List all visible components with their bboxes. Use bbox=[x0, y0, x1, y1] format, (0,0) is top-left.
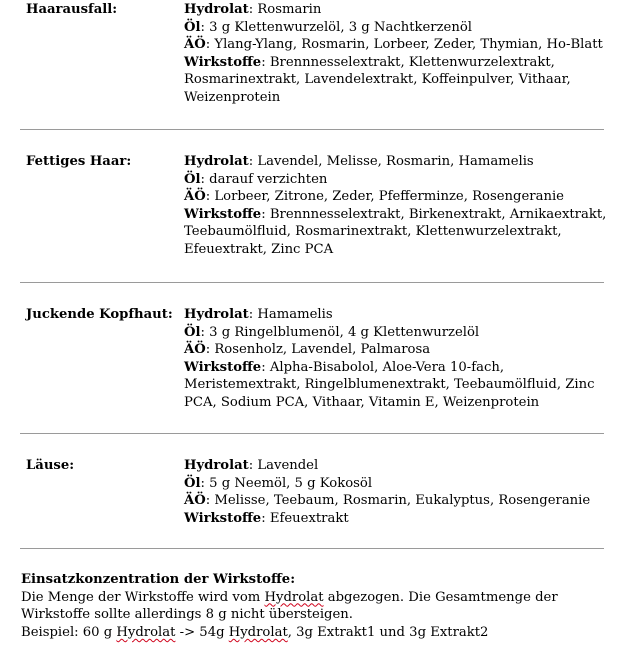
line-key: ÄÖ bbox=[184, 493, 206, 509]
line-key: Hydrolat bbox=[184, 458, 249, 473]
line-text: : Efeuextrakt bbox=[261, 510, 349, 526]
content-line bbox=[184, 89, 614, 107]
line-key: Öl bbox=[184, 475, 201, 491]
content-line bbox=[184, 457, 614, 475]
line-key: ÄÖ bbox=[184, 342, 206, 358]
line-text: : Alpha-Bisabolol, Aloe-Vera 10-fach, bbox=[261, 359, 505, 375]
line-text: Weizenprotein bbox=[184, 89, 281, 105]
line-key: Wirkstoffe bbox=[184, 359, 262, 375]
section-label: Haarausfall: bbox=[26, 2, 118, 17]
line-key: Öl bbox=[184, 324, 201, 340]
content-line bbox=[184, 153, 614, 171]
content-line bbox=[184, 1, 614, 19]
note-line: Wirkstoffe sollte allerdings 8 g nicht übersteigen. bbox=[21, 607, 353, 623]
line-text: PCA, Sodium PCA, Vithaar, Vitamin E, Weizenprotein bbox=[184, 394, 540, 410]
line-text: : Brennnesselextrakt, Klettenwurzelextrakt, bbox=[261, 54, 555, 70]
content-line bbox=[184, 36, 614, 54]
content-line bbox=[184, 206, 614, 224]
note-line bbox=[21, 589, 621, 607]
line-key: Wirkstoffe bbox=[184, 54, 262, 70]
content-line bbox=[184, 324, 614, 342]
line-text: Rosmarinextrakt, Lavendelextrakt, Koffeinpulver, Vithaar, bbox=[184, 72, 571, 88]
content-line bbox=[184, 492, 614, 510]
note-title: Einsatzkonzentration der Wirkstoffe: bbox=[21, 572, 296, 587]
line-key: Hydrolat bbox=[184, 2, 249, 17]
note-text: , 3g Extrakt1 und 3g Extrakt2 bbox=[287, 624, 489, 640]
section-content bbox=[184, 457, 614, 527]
line-text: : Lavendel bbox=[248, 458, 319, 473]
line-text: : Melisse, Teebaum, Rosmarin, Eukalyptus, Rosengeranie bbox=[205, 493, 591, 509]
note-text: -> 54g bbox=[175, 624, 229, 640]
line-text: : Rosmarin bbox=[248, 2, 322, 17]
line-text: Teebaumölfluid, Rosmarinextrakt, Klettenwurzelextrakt, bbox=[184, 224, 562, 240]
line-text: : darauf verzichten bbox=[200, 171, 328, 187]
content-line bbox=[184, 171, 614, 189]
concentration-note bbox=[21, 571, 621, 641]
line-text: : 3 g Ringelblumenöl, 4 g Klettenwurzelöl bbox=[200, 324, 480, 340]
content-line bbox=[184, 341, 614, 359]
section-content bbox=[184, 153, 614, 259]
section-label: Juckende Kopfhaut: bbox=[26, 307, 173, 322]
spellcheck-word: Hydrolat bbox=[264, 589, 324, 605]
line-text: : 5 g Neemöl, 5 g Kokosöl bbox=[200, 475, 373, 491]
section-divider bbox=[20, 433, 604, 434]
content-line bbox=[184, 223, 614, 241]
line-key: ÄÖ bbox=[184, 37, 206, 53]
note-text: Beispiel: 60 g bbox=[21, 624, 117, 640]
content-line bbox=[184, 359, 614, 377]
content-line bbox=[184, 19, 614, 37]
line-key: Öl bbox=[184, 19, 201, 35]
line-text: : Lavendel, Melisse, Rosmarin, Hamamelis bbox=[248, 154, 534, 169]
note-text: abgezogen. Die Gesamtmenge der bbox=[323, 589, 558, 605]
section-divider bbox=[20, 129, 604, 130]
line-key: Wirkstoffe bbox=[184, 510, 262, 526]
content-line bbox=[184, 475, 614, 493]
line-text: Meristemextrakt, Ringelblumenextrakt, Teebaumölfluid, Zinc bbox=[184, 377, 595, 393]
line-text: Efeuextrakt, Zinc PCA bbox=[184, 241, 334, 257]
line-text: : Ylang-Ylang, Rosmarin, Lorbeer, Zeder, Thymian, Ho-Blatt bbox=[205, 37, 603, 53]
content-line bbox=[184, 188, 614, 206]
line-key: Öl bbox=[184, 171, 201, 187]
note-line bbox=[21, 624, 621, 642]
content-line bbox=[184, 394, 614, 412]
line-text: : Rosenholz, Lavendel, Palmarosa bbox=[205, 342, 431, 358]
content-line bbox=[184, 241, 614, 259]
note-text: Die Menge der Wirkstoffe wird vom bbox=[21, 589, 265, 605]
section-divider bbox=[20, 548, 604, 549]
line-key: Wirkstoffe bbox=[184, 206, 262, 222]
line-key: Hydrolat bbox=[184, 154, 249, 169]
line-text: : Lorbeer, Zitrone, Zeder, Pfefferminze, Rosengeranie bbox=[205, 189, 564, 205]
spellcheck-word: Hydrolat bbox=[116, 624, 176, 640]
content-line bbox=[184, 306, 614, 324]
content-line bbox=[184, 510, 614, 528]
section-divider bbox=[20, 282, 604, 283]
section-content bbox=[184, 1, 614, 107]
section-label: Läuse: bbox=[26, 458, 75, 473]
line-text: : Hamamelis bbox=[248, 307, 333, 322]
section-label: Fettiges Haar: bbox=[26, 154, 132, 169]
line-text: : Brennnesselextrakt, Birkenextrakt, Arnikaextrakt, bbox=[261, 206, 607, 222]
line-key: Hydrolat bbox=[184, 307, 249, 322]
content-line bbox=[184, 54, 614, 72]
section-content bbox=[184, 306, 614, 412]
content-line bbox=[184, 71, 614, 89]
content-line bbox=[184, 376, 614, 394]
line-key: ÄÖ bbox=[184, 189, 206, 205]
line-text: : 3 g Klettenwurzelöl, 3 g Nachtkerzenöl bbox=[200, 19, 473, 35]
spellcheck-word: Hydrolat bbox=[228, 624, 288, 640]
